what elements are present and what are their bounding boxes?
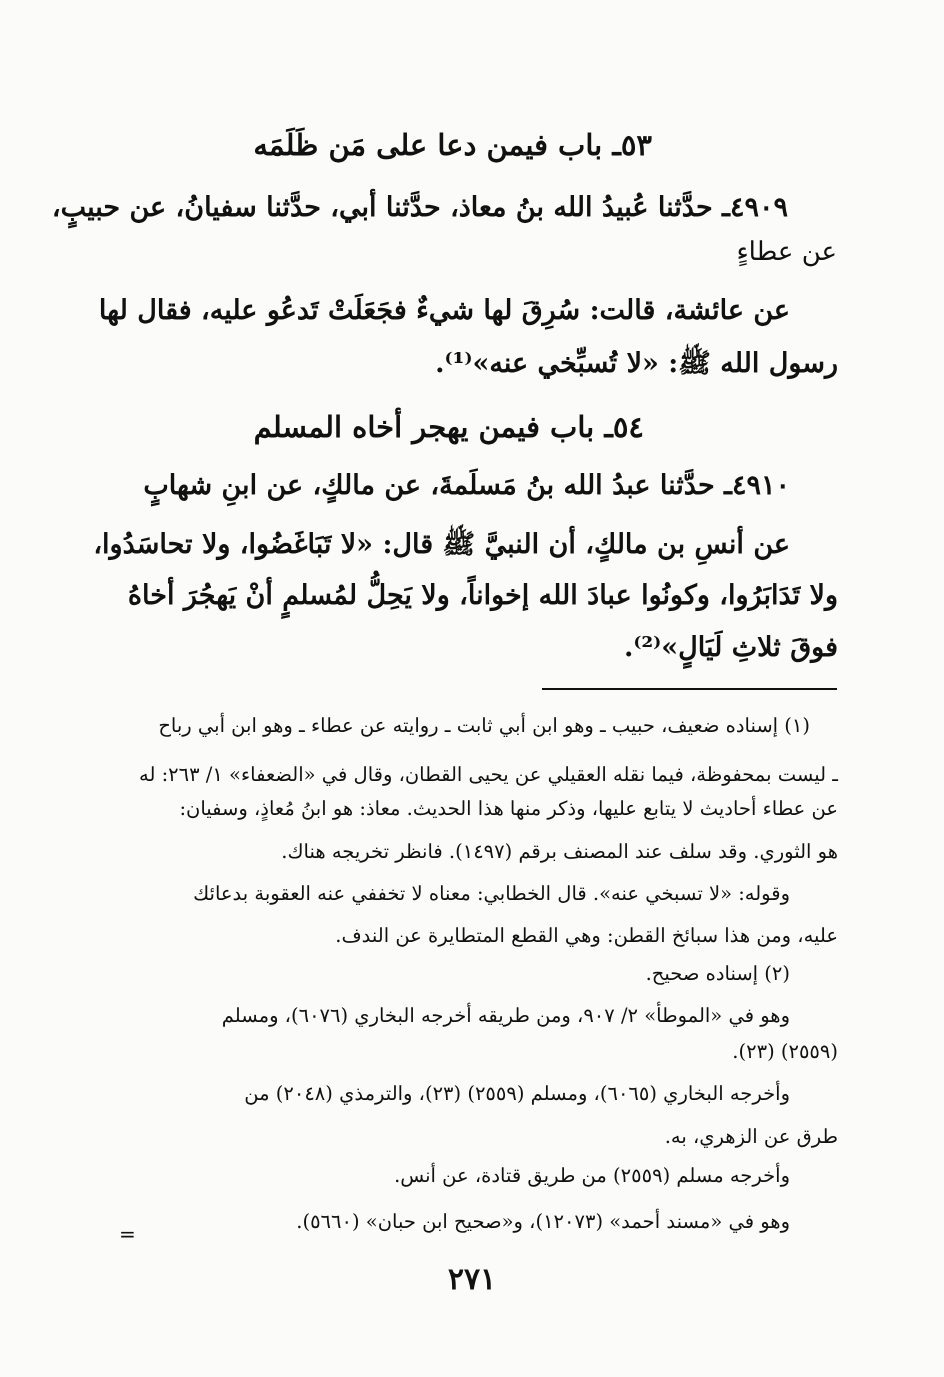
hadith-4910-line-4: فوقَ ثلاثِ لَيَالٍ»⁽²⁾. bbox=[623, 632, 838, 663]
footnote-line-3: عن عطاء أحاديث لا يتابع عليها، وذكر منها هذا الحديث. معاذ: هو ابنُ مُعاذٍ، وسفيان: bbox=[179, 797, 838, 820]
hadith-4910-line-2: عن أنسِ بن مالكٍ، أن النبيَّ ﷺ قال: «لا تَبَاغَضُوا، ولا تحاسَدُوا، bbox=[93, 529, 790, 560]
footnote-line-4: هو الثوري. وقد سلف عند المصنف برقم (١٤٩٧). فانظر تخريجه هناك. bbox=[281, 840, 838, 863]
footnote-line-1: (١) إسناده ضعيف، حبيب ـ وهو ابن أبي ثابت ـ روايته عن عطاء ـ وهو ابن أبي رباح bbox=[158, 714, 810, 737]
chapter-heading-53: ٥٣ـ باب فيمن دعا على مَن ظَلَمَه bbox=[253, 128, 652, 162]
footnote-line-8: وهو في «الموطأ» ٢/ ٩٠٧، ومن طريقه أخرجه البخاري (٦٠٧٦)، ومسلم bbox=[221, 1004, 790, 1027]
hadith-4909-line-1: ٤٩٠٩ـ حدَّثنا عُبيدُ الله بنُ معاذ، حدَّثنا أبي، حدَّثنا سفيانُ، عن حبيبٍ، bbox=[51, 192, 788, 223]
hadith-4909-line-3: عن عائشة، قالت: سُرِقَ لها شيءٌ فجَعَلَتْ تَدعُو عليه، فقال لها bbox=[98, 295, 790, 326]
footnote-line-10: وأخرجه البخاري (٦٠٦٥)، ومسلم (٢٥٥٩) (٢٣)، والترمذي (٢٠٤٨) من bbox=[244, 1082, 790, 1105]
footnote-divider bbox=[542, 688, 837, 690]
footnote-line-6: عليه، ومن هذا سبائخ القطن: وهي القطع المتطايرة عن الندف. bbox=[335, 924, 838, 947]
footnote-line-11: طرق عن الزهري، به. bbox=[664, 1125, 838, 1148]
footnote-line-7: (٢) إسناده صحيح. bbox=[645, 962, 790, 985]
chapter-heading-54: ٥٤ـ باب فيمن يهجر أخاه المسلم bbox=[253, 410, 644, 444]
footnote-line-12: وأخرجه مسلم (٢٥٥٩) من طريق قتادة، عن أنس. bbox=[394, 1164, 790, 1187]
page-number: ٢٧١ bbox=[447, 1262, 497, 1297]
footnote-line-5: وقوله: «لا تسبخي عنه». قال الخطابي: معناه لا تخففي عنه العقوبة بدعائك bbox=[193, 882, 790, 905]
hadith-4909-line-4: رسول الله ﷺ: «لا تُسبِّخي عنه»⁽¹⁾. bbox=[435, 348, 838, 379]
footnote-line-2: ـ ليست بمحفوظة، فيما نقله العقيلي عن يحيى القطان، وقال في «الضعفاء» ١/ ٢٦٣: له bbox=[138, 763, 838, 786]
footnote-line-9: (٢٥٥٩) (٢٣). bbox=[732, 1040, 838, 1063]
hadith-4909-line-2: عن عطاءٍ bbox=[736, 237, 837, 267]
continuation-mark: = bbox=[119, 1222, 136, 1246]
hadith-4910-line-3: ولا تَدَابَرُوا، وكونُوا عبادَ الله إخواناً، ولا يَحِلُّ لمُسلمٍ أنْ يَهجُرَ أخاهُ bbox=[127, 580, 838, 611]
footnote-line-13: وهو في «مسند أحمد» (١٢٠٧٣)، و«صحيح ابن حبان» (٥٦٦٠). bbox=[296, 1210, 790, 1233]
hadith-4910-line-1: ٤٩١٠ـ حدَّثنا عبدُ الله بنُ مَسلَمةَ، عن مالكٍ، عن ابنِ شهابٍ bbox=[143, 470, 790, 501]
